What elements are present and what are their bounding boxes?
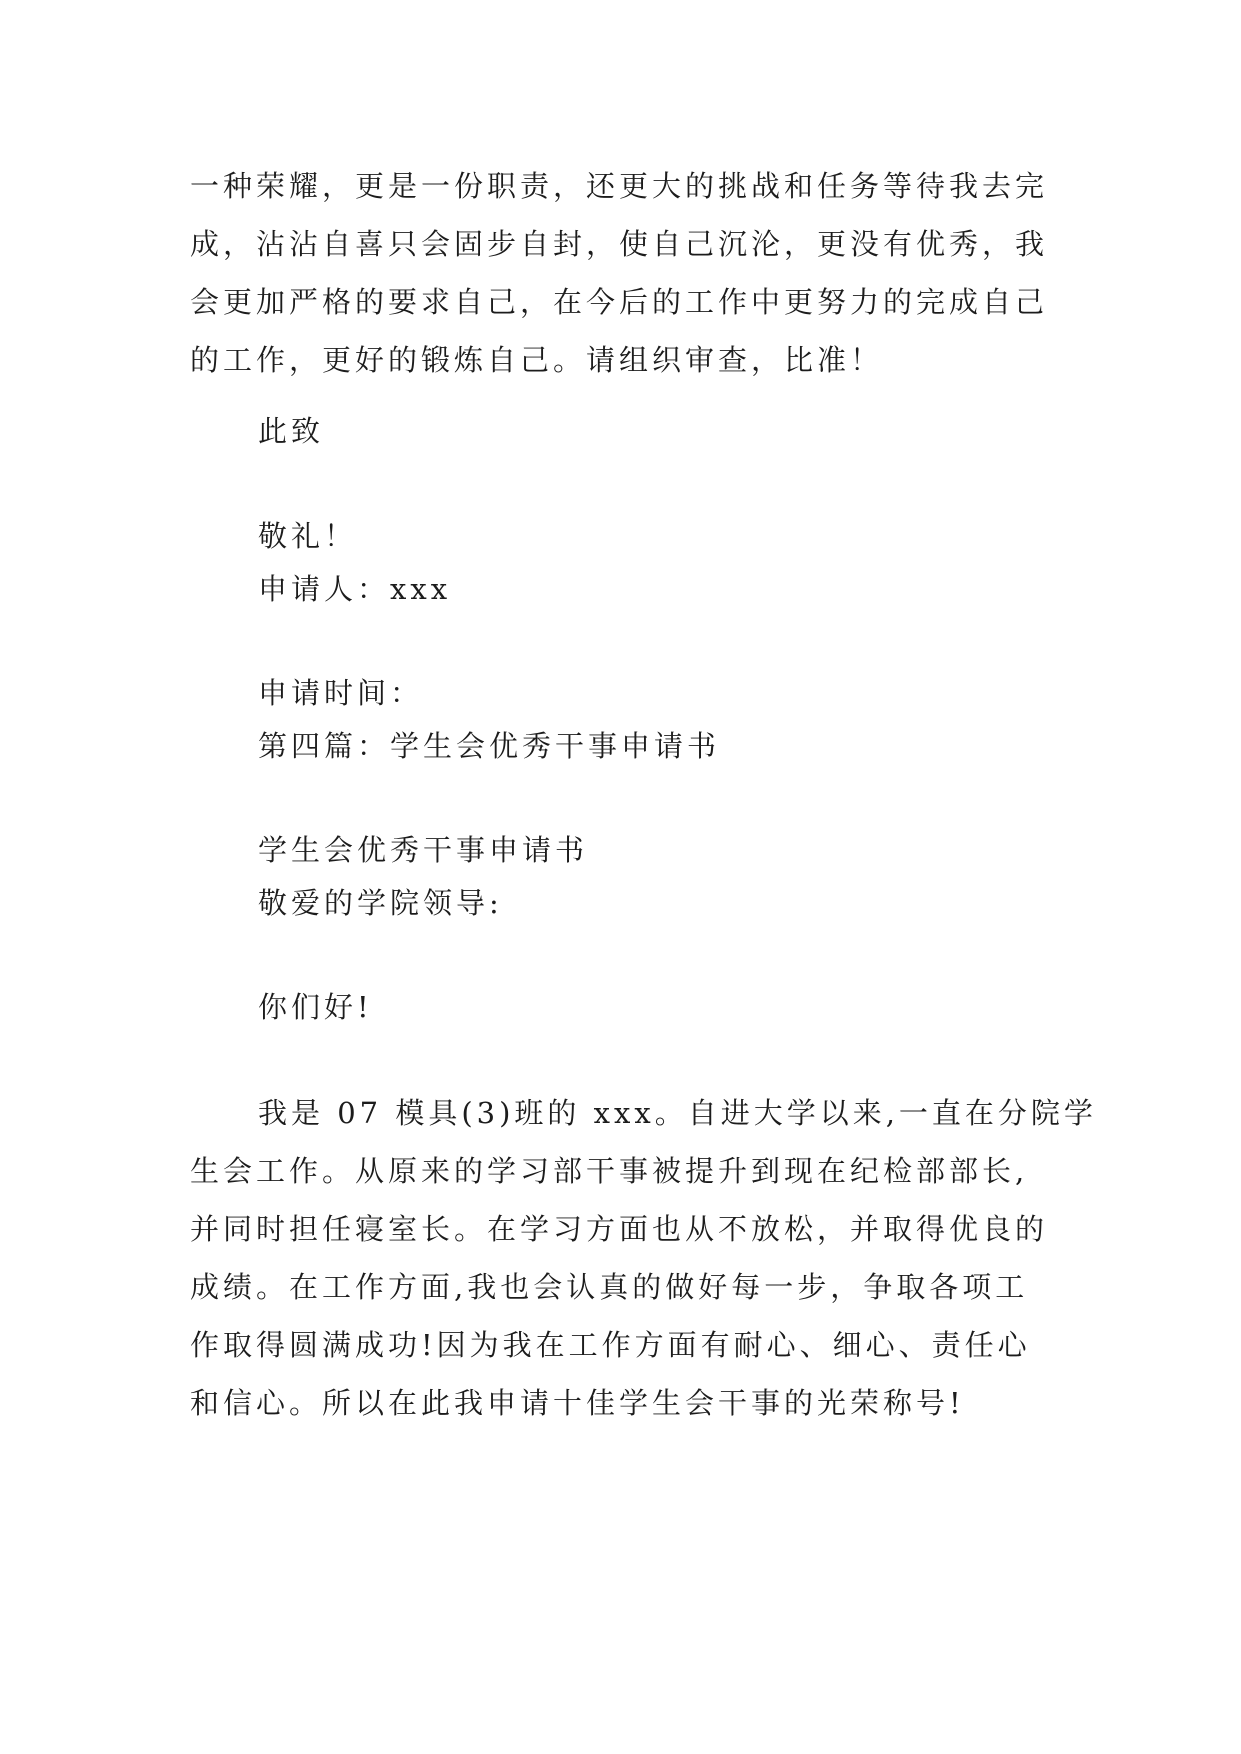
letter-title-text: 学生会优秀干事申请书 bbox=[258, 833, 589, 867]
greeting bbox=[258, 978, 1058, 1036]
paragraph-line: 成绩。在工作方面,我也会认真的做好每一步，争取各项工 bbox=[190, 1270, 1029, 1304]
paragraph-line: 成，沾沾自喜只会固步自封，使自己沉沦，更没有优秀，我 bbox=[190, 227, 1049, 261]
salutation bbox=[258, 874, 1058, 932]
apply-time-text: 申请时间： bbox=[258, 676, 424, 710]
paragraph-line: 一种荣耀，更是一份职责，还更大的挑战和任务等待我去完 bbox=[190, 169, 1049, 203]
closing-line-2 bbox=[258, 507, 1058, 565]
closing-text: 敬礼！ bbox=[258, 519, 358, 553]
paragraph-line: 和信心。所以在此我申请十佳学生会干事的光荣称号! bbox=[190, 1386, 965, 1420]
section-title bbox=[258, 717, 1058, 775]
paragraph-line: 生会工作。从原来的学习部干事被提升到现在纪检部部长, bbox=[190, 1154, 1029, 1188]
closing-line-1 bbox=[258, 402, 1058, 460]
paragraph-line: 并同时担任寝室长。在学习方面也从不放松，并取得优良的 bbox=[190, 1212, 1049, 1246]
closing-text: 此致 bbox=[258, 414, 325, 448]
applicant-line bbox=[258, 560, 1058, 618]
greeting-text: 你们好! bbox=[258, 990, 373, 1024]
paragraph-line: 会更加严格的要求自己，在今后的工作中更努力的完成自己 bbox=[190, 285, 1049, 319]
continuation-paragraph bbox=[190, 157, 1058, 389]
salutation-text: 敬爱的学院领导: bbox=[258, 886, 503, 920]
section-title-text: 第四篇：学生会优秀干事申请书 bbox=[258, 729, 721, 763]
applicant-text: 申请人：xxx bbox=[258, 572, 452, 606]
letter-title bbox=[258, 821, 1058, 879]
paragraph-line: 作取得圆满成功!因为我在工作方面有耐心、细心、责任心 bbox=[190, 1328, 1031, 1362]
body-paragraph bbox=[190, 1084, 1097, 1432]
paragraph-line: 的工作，更好的锻炼自己。请组织审查，比准！ bbox=[190, 343, 884, 377]
apply-time-line bbox=[258, 664, 1058, 722]
paragraph-line: 我是 07 模具(3)班的 xxx。自进大学以来,一直在分院学 bbox=[258, 1096, 1097, 1130]
